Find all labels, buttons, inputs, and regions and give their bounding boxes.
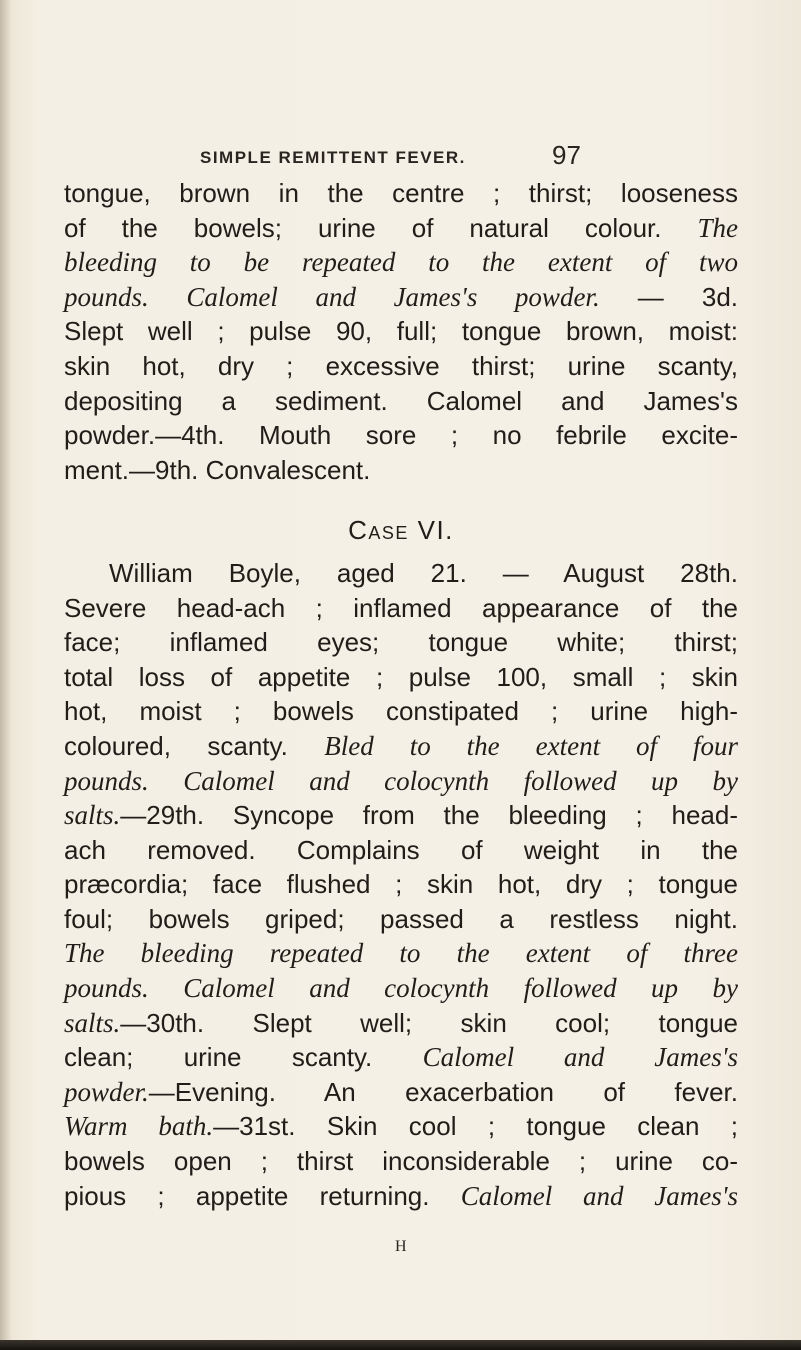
text-line: Severe head-ach ; inflamed appearance of the bbox=[64, 592, 738, 623]
text-line: depositing a sediment. Calomel and James's bbox=[64, 385, 738, 416]
text-line: foul; bowels griped; passed a restless night. bbox=[64, 903, 738, 934]
text-line: bleeding to be repeated to the extent of two bbox=[64, 247, 738, 278]
text-line: powder.—4th. Mouth sore ; no febrile excite- bbox=[64, 420, 738, 451]
text-line: skin hot, dry ; excessive thirst; urine scanty, bbox=[64, 350, 738, 381]
page-bottom-edge bbox=[0, 1340, 801, 1350]
text-line: coloured, scanty. Bled to the extent of four bbox=[64, 730, 738, 761]
running-head: SIMPLE REMITTENT FEVER. bbox=[200, 148, 466, 167]
text-line: of the bowels; urine of natural colour. The bbox=[64, 212, 738, 243]
text-line: William Boyle, aged 21. — August 28th. bbox=[109, 557, 738, 588]
text-line: pounds. Calomel and colocynth followed up by bbox=[64, 973, 738, 1004]
text-line: ach removed. Complains of weight in the bbox=[64, 834, 738, 865]
text-line: bowels open ; thirst inconsiderable ; urine co- bbox=[64, 1146, 738, 1177]
text-line: Slept well ; pulse 90, full; tongue brown, moist: bbox=[64, 316, 738, 347]
text-line: pounds. Calomel and James's powder. — 3d. bbox=[64, 281, 739, 312]
text-line: tongue, brown in the centre ; thirst; looseness bbox=[64, 178, 738, 208]
text-line: The bleeding repeated to the extent of three bbox=[64, 938, 738, 969]
text-line: total loss of appetite ; pulse 100, small ; skin bbox=[64, 661, 738, 692]
text-line: Warm bath.—31st. Skin cool ; tongue clean ; bbox=[64, 1111, 738, 1142]
text-line: præcordia; face flushed ; skin hot, dry ; tongue bbox=[64, 869, 738, 900]
case-heading: Case VI. bbox=[348, 515, 454, 546]
text-line: salts.—29th. Syncope from the bleeding ; head- bbox=[64, 800, 738, 831]
text-line: powder.—Evening. An exacerbation of fever. bbox=[64, 1076, 738, 1107]
spine-shadow bbox=[0, 0, 12, 1350]
text-line: hot, moist ; bowels constipated ; urine high- bbox=[64, 696, 738, 727]
text-line: face; inflamed eyes; tongue white; thirst; bbox=[64, 627, 738, 658]
text-line: ment.—9th. Convalescent. bbox=[64, 454, 371, 485]
text-line: pious ; appetite returning. Calomel and James's bbox=[64, 1180, 739, 1211]
text-line: salts.—30th. Slept well; skin cool; tongue bbox=[64, 1007, 738, 1038]
signature-mark: H bbox=[395, 1238, 407, 1255]
body-text bbox=[64, 176, 738, 1213]
text-line: pounds. Calomel and colocynth followed up by bbox=[64, 765, 738, 796]
page-number: 97 bbox=[552, 140, 581, 170]
text-line: clean; urine scanty. Calomel and James's bbox=[64, 1042, 739, 1073]
